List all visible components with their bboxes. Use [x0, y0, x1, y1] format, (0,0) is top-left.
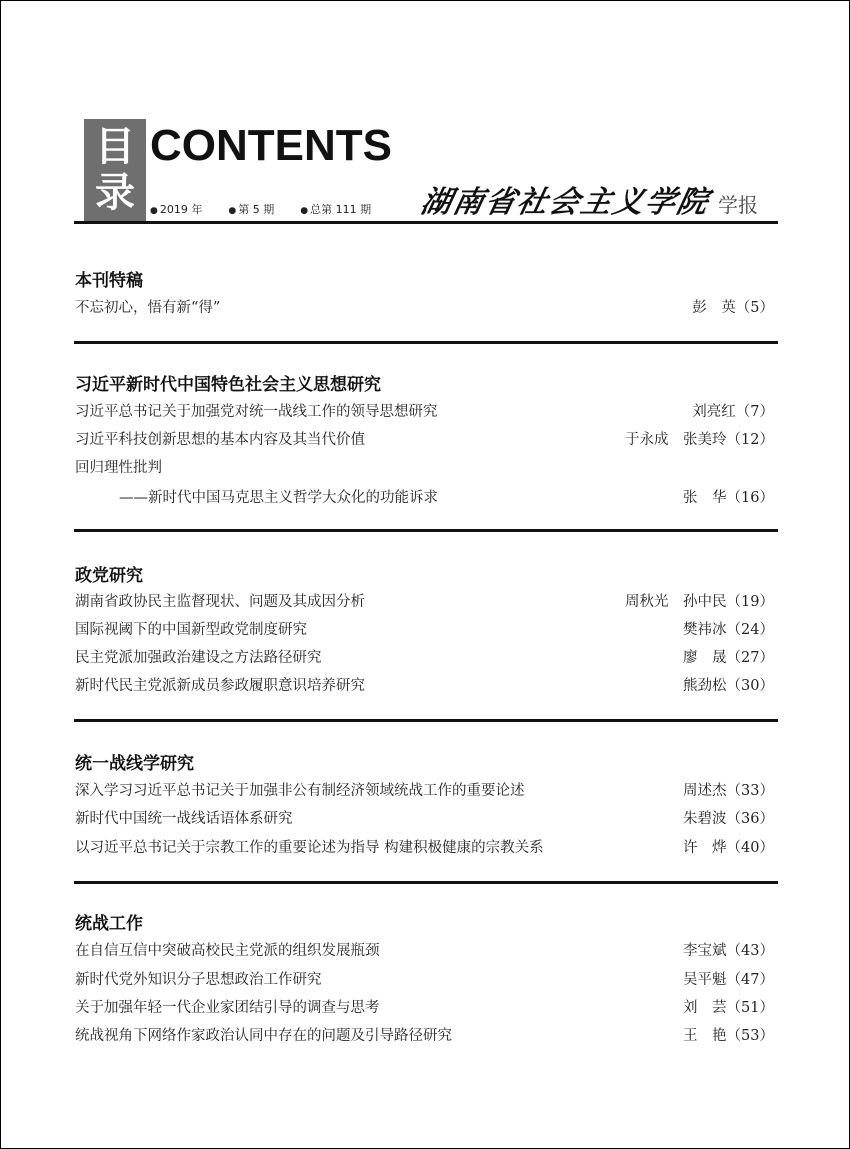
entry-page: （51） — [726, 1000, 774, 1016]
contents-heading: CONTENTS — [150, 121, 392, 170]
section-divider — [74, 221, 778, 224]
entry-title: 深入学习习近平总书记关于加强非公有制经济领域统战工作的重要论述 — [75, 783, 525, 799]
entry-author: 廖 晟 — [683, 650, 727, 666]
entry-page: （12） — [726, 432, 774, 448]
toc-entry[interactable] — [75, 646, 774, 670]
issue-info — [150, 201, 371, 217]
entry-author: 刘亮红 — [692, 404, 736, 420]
entry-page: （7） — [735, 404, 774, 420]
entry-page: （16） — [726, 490, 774, 506]
toc-entry-subtitle[interactable] — [75, 486, 774, 510]
journal-suffix: 学报 — [718, 193, 758, 217]
entry-page: （47） — [726, 972, 774, 988]
mulu-block — [84, 119, 146, 221]
section-divider — [74, 529, 778, 532]
entry-author: 周述杰 — [683, 783, 727, 799]
entry-author: 吴平魁 — [683, 972, 727, 988]
toc-entry[interactable] — [75, 968, 774, 992]
issue-number: ● 第 5 期 — [228, 201, 274, 217]
toc-entry[interactable] — [75, 996, 774, 1020]
entry-page: （33） — [726, 783, 774, 799]
entry-author: 李宝斌 — [683, 943, 727, 959]
section-title: 统战工作 — [75, 914, 143, 934]
entry-author: 樊祎冰 — [683, 622, 727, 638]
toc-entry[interactable] — [75, 1024, 774, 1048]
entry-page: （19） — [726, 594, 774, 610]
entry-author: 朱碧波 — [683, 811, 727, 827]
toc-entry[interactable] — [75, 296, 774, 320]
entry-title: 新时代中国统一战线话语体系研究 — [75, 811, 293, 827]
entry-title: 在自信互信中突破高校民主党派的组织发展瓶颈 — [75, 943, 380, 959]
issue-total: ● 总第 111 期 — [300, 201, 371, 217]
entry-title: 以习近平总书记关于宗教工作的重要论述为指导 构建积极健康的宗教关系 — [75, 840, 544, 856]
journal-name: 湖南省社会主义学院 — [417, 185, 713, 220]
section-divider — [74, 719, 778, 722]
entry-title: 不忘初心，悟有新“得” — [75, 300, 221, 316]
entry-page: （27） — [726, 650, 774, 666]
toc-entry[interactable] — [75, 836, 774, 860]
entry-title: 统战视角下网络作家政治认同中存在的问题及引导路径研究 — [75, 1028, 452, 1044]
toc-entry[interactable] — [75, 456, 774, 480]
entry-author: 于永成 张美玲 — [625, 432, 727, 448]
entry-author: 许 烨 — [683, 840, 727, 856]
toc-entry[interactable] — [75, 590, 774, 614]
entry-page: （36） — [726, 811, 774, 827]
entry-author: 彭 英 — [692, 300, 736, 316]
entry-page: （30） — [726, 678, 774, 694]
entry-author: 刘 芸 — [683, 1000, 727, 1016]
entry-author: 张 华 — [683, 490, 727, 506]
toc-entry[interactable] — [75, 428, 774, 452]
toc-entry[interactable] — [75, 939, 774, 963]
entry-title: 新时代党外知识分子思想政治工作研究 — [75, 972, 322, 988]
entry-page: （53） — [726, 1028, 774, 1044]
toc-entry[interactable] — [75, 779, 774, 803]
toc-entry[interactable] — [75, 807, 774, 831]
entry-author: 周秋光 孙中民 — [625, 594, 727, 610]
entry-page: （24） — [726, 622, 774, 638]
toc-entry[interactable] — [75, 674, 774, 698]
section-title: 政党研究 — [75, 566, 143, 586]
toc-entry[interactable] — [75, 400, 774, 424]
toc-header — [84, 119, 778, 224]
entry-page: （40） — [726, 840, 774, 856]
issue-year: ● 2019 年 — [150, 201, 202, 217]
entry-title: 国际视阈下的中国新型政党制度研究 — [75, 622, 307, 638]
entry-title: 民主党派加强政治建设之方法路径研究 — [75, 650, 322, 666]
entry-author: 熊劲松 — [683, 678, 727, 694]
section-divider — [74, 341, 778, 344]
section-title: 统一战线学研究 — [75, 754, 194, 774]
entry-page: （43） — [726, 943, 774, 959]
mulu-char-1: 目 — [95, 124, 135, 170]
toc-entry[interactable] — [75, 618, 774, 642]
section-title: 习近平新时代中国特色社会主义思想研究 — [75, 375, 381, 395]
entry-title: ——新时代中国马克思主义哲学大众化的功能诉求 — [119, 490, 438, 506]
mulu-char-2: 录 — [95, 170, 135, 216]
entry-title: 习近平总书记关于加强党对统一战线工作的领导思想研究 — [75, 404, 438, 420]
section-divider — [74, 881, 778, 884]
entry-author: 王 艳 — [683, 1028, 727, 1044]
entry-title: 新时代民主党派新成员参政履职意识培养研究 — [75, 678, 365, 694]
entry-title: 关于加强年轻一代企业家团结引导的调查与思考 — [75, 1000, 380, 1016]
journal-masthead — [417, 177, 758, 221]
section-title: 本刊特稿 — [75, 271, 143, 291]
entry-title: 湖南省政协民主监督现状、问题及其成因分析 — [75, 594, 365, 610]
entry-page: （5） — [735, 300, 774, 316]
entry-title: 习近平科技创新思想的基本内容及其当代价值 — [75, 432, 365, 448]
entry-title: 回归理性批判 — [75, 460, 162, 476]
